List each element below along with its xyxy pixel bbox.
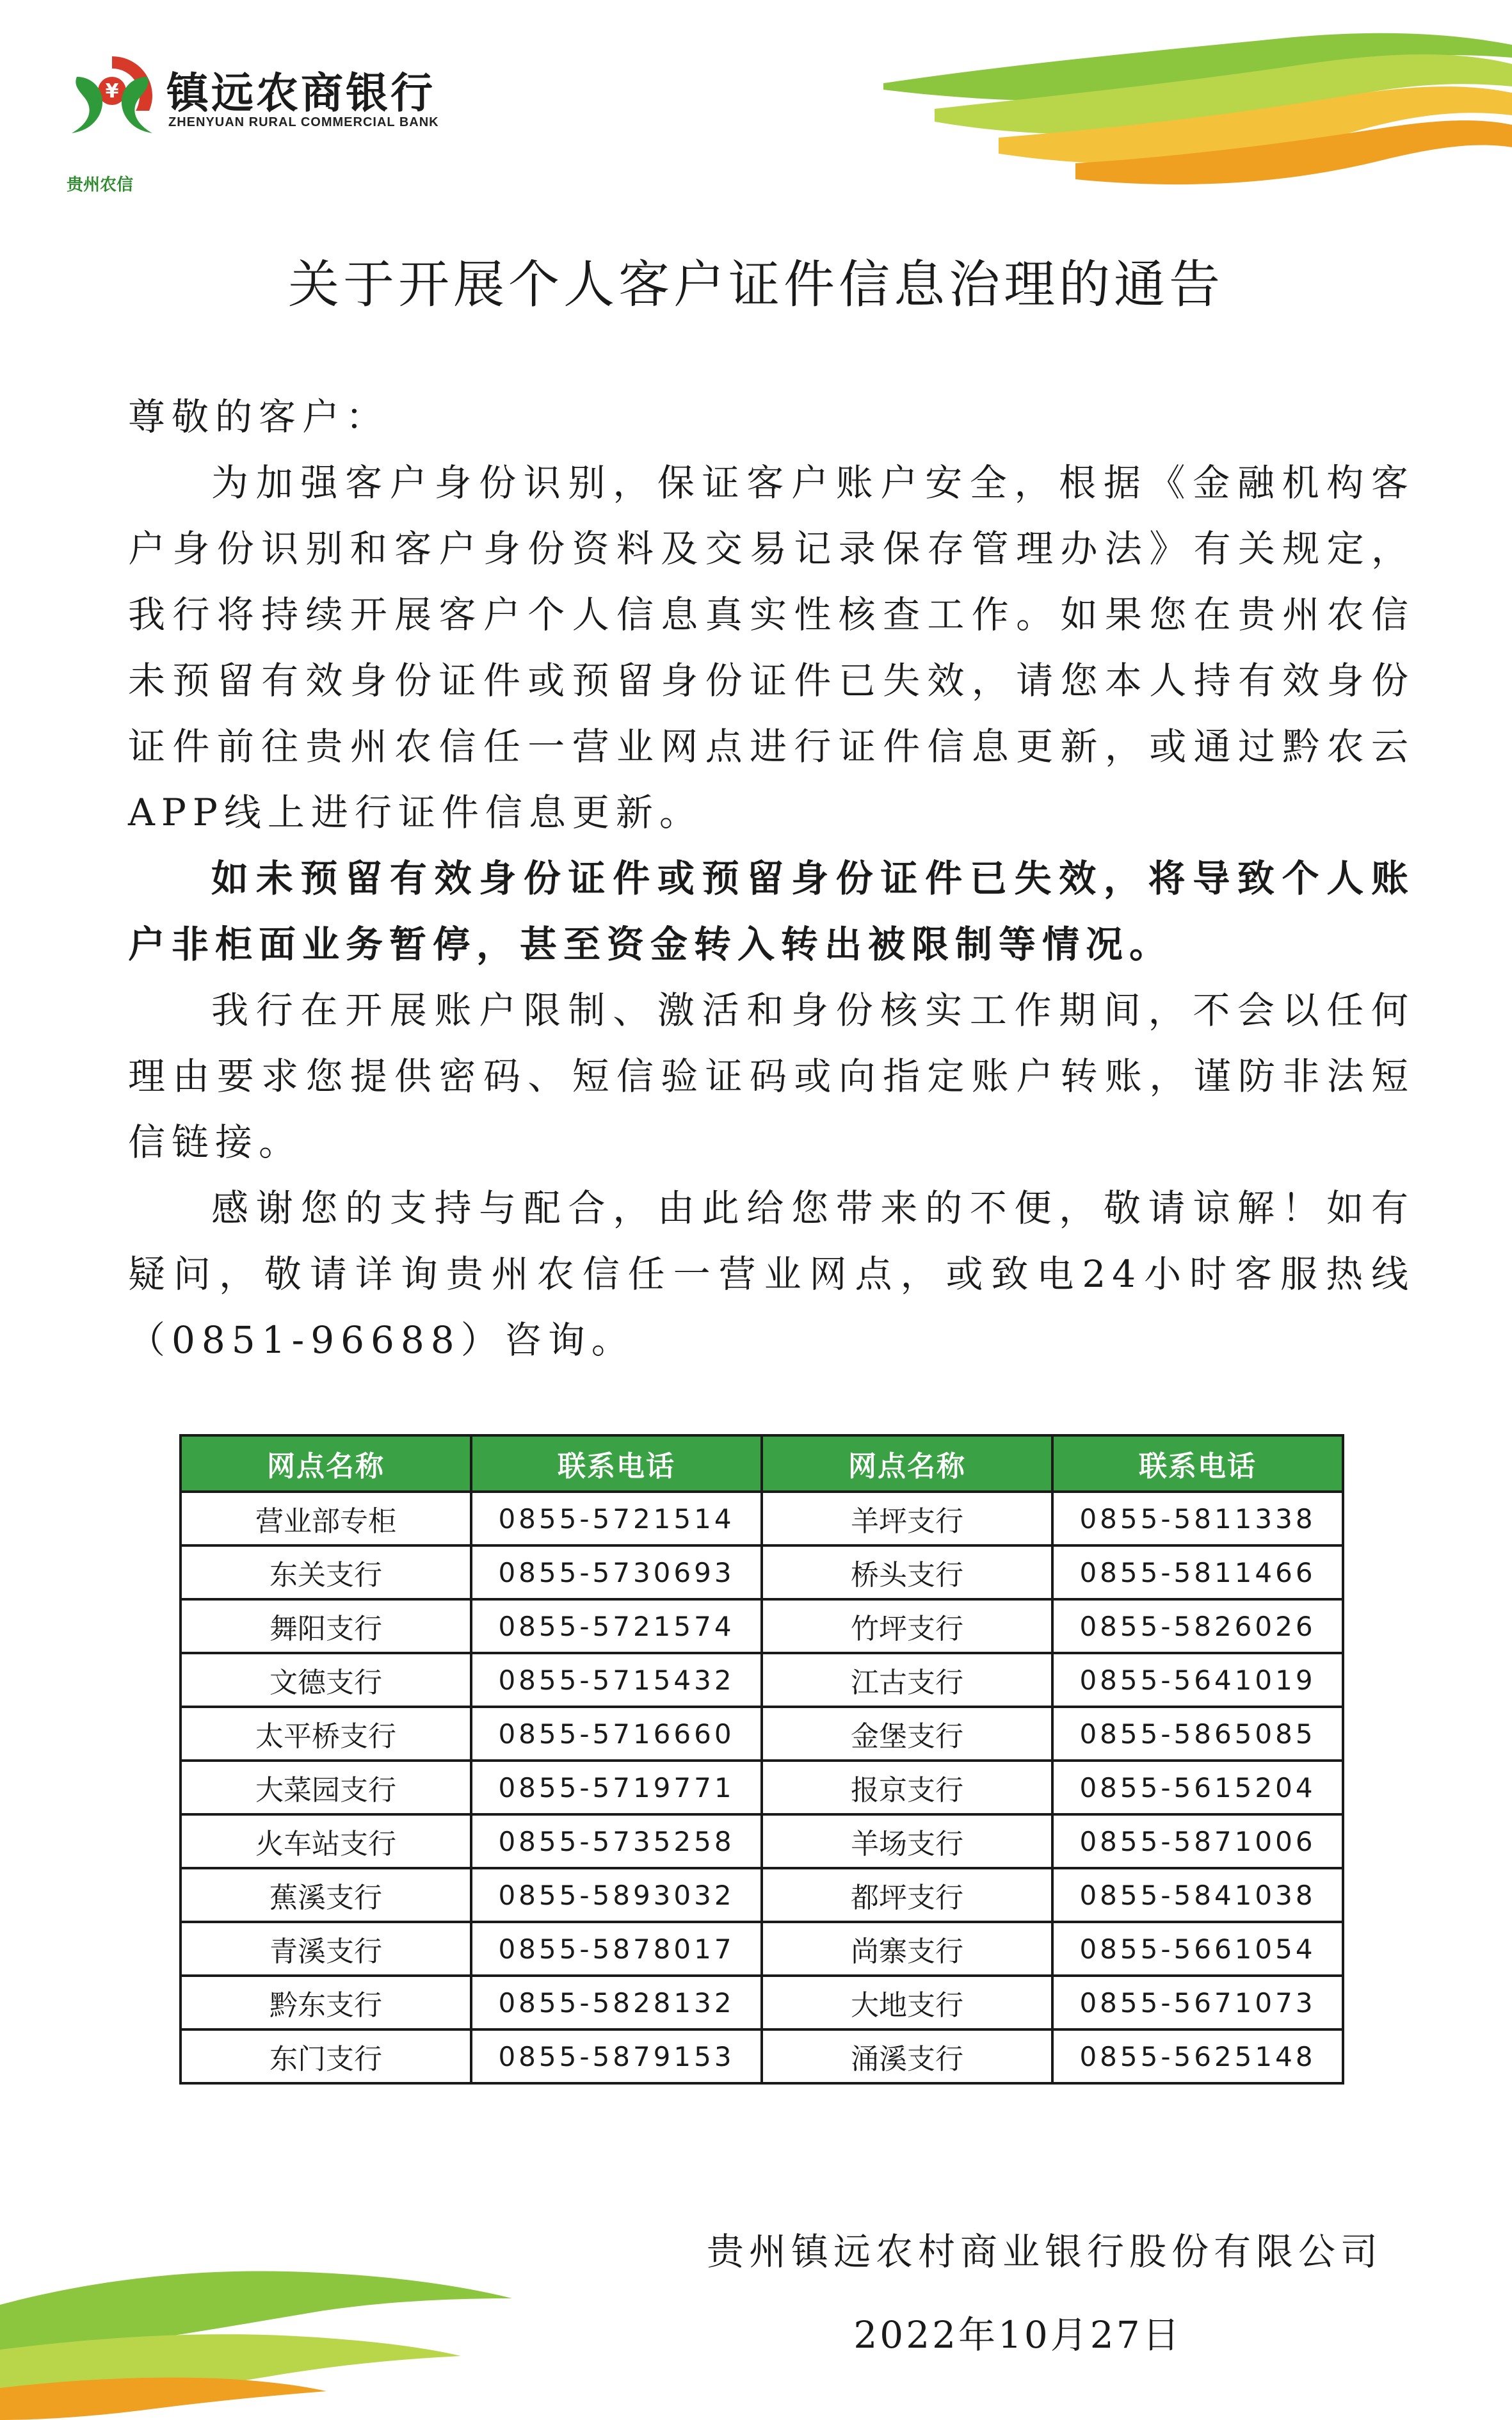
issuer-company: 贵州镇远农村商业银行股份有限公司 (706, 2230, 1383, 2273)
branch-phone-cell: 0855-5671073 (1052, 1976, 1343, 2029)
branch-name-cell: 羊场支行 (762, 1814, 1052, 1868)
table-header-row (181, 1435, 1343, 1492)
branch-name-cell: 竹坪支行 (762, 1599, 1052, 1653)
bank-network-label: 贵州农信 (67, 175, 134, 195)
col-header-branch-name: 网点名称 (762, 1435, 1052, 1492)
branch-name-cell: 蕉溪支行 (181, 1868, 471, 1922)
branch-phone-cell: 0855-5865085 (1052, 1707, 1343, 1761)
branch-contact-table (179, 1434, 1344, 2085)
branch-phone-cell: 0855-5721574 (471, 1599, 762, 1653)
branch-phone-cell: 0855-5641019 (1052, 1653, 1343, 1707)
bank-logo (64, 51, 461, 195)
branch-phone-cell: 0855-5893032 (471, 1868, 762, 1922)
branch-phone-cell: 0855-5811338 (1052, 1492, 1343, 1545)
branch-name-cell: 江古支行 (762, 1653, 1052, 1707)
branch-name-cell: 太平桥支行 (181, 1707, 471, 1761)
branch-name-cell: 东门支行 (181, 2029, 471, 2083)
table-row (181, 1761, 1343, 1814)
bank-logo-icon (64, 51, 160, 147)
paragraph-1: 为加强客户身份识别，保证客户账户安全，根据《金融机构客户身份识别和客户身份资料及交易记录保存管理办法》有关规定，我行将持续开展客户个人信息真实性核查工作。如果您在贵州农信未预留有效身份证件或预留身份证件已失效，请您本人持有效身份证件前往贵州农信任一营业网点进行证件信息更新，或通过黔农云APP线上进行证件信息更新。 (128, 461, 1415, 834)
branch-phone-cell: 0855-5879153 (471, 2029, 762, 2083)
branch-name-cell: 金堡支行 (762, 1707, 1052, 1761)
branch-phone-cell: 0855-5719771 (471, 1761, 762, 1814)
col-header-branch-name: 网点名称 (181, 1435, 471, 1492)
branch-name-cell: 大菜园支行 (181, 1761, 471, 1814)
branch-phone-cell: 0855-5841038 (1052, 1868, 1343, 1922)
table-row (181, 1653, 1343, 1707)
notice-title: 关于开展个人客户证件信息治理的通告 (288, 255, 1224, 314)
branch-table-wrapper (179, 1434, 1344, 2085)
branch-phone-cell: 0855-5735258 (471, 1814, 762, 1868)
bank-name-en: ZHENYUAN RURAL COMMERCIAL BANK (168, 115, 439, 129)
paragraph-3: 我行在开展账户限制、激活和身份核实工作期间，不会以任何理由要求您提供密码、短信验证码或向指定账户转账，谨防非法短信链接。 (128, 988, 1415, 1164)
branch-phone-cell: 0855-5716660 (471, 1707, 762, 1761)
branch-phone-cell: 0855-5615204 (1052, 1761, 1343, 1814)
branch-name-cell: 都坪支行 (762, 1868, 1052, 1922)
branch-name-cell: 尚寨支行 (762, 1922, 1052, 1976)
table-row (181, 1599, 1343, 1653)
branch-name-cell: 东关支行 (181, 1545, 471, 1599)
table-row (181, 1707, 1343, 1761)
branch-phone-cell: 0855-5828132 (471, 1976, 762, 2029)
branch-name-cell: 涌溪支行 (762, 2029, 1052, 2083)
branch-name-cell: 火车站支行 (181, 1814, 471, 1868)
bank-name-cn: 镇远农商银行 (166, 69, 435, 118)
branch-name-cell: 报京支行 (762, 1761, 1052, 1814)
branch-phone-cell: 0855-5730693 (471, 1545, 762, 1599)
table-row (181, 1814, 1343, 1868)
branch-phone-cell: 0855-5715432 (471, 1653, 762, 1707)
branch-phone-cell: 0855-5826026 (1052, 1599, 1343, 1653)
branch-name-cell: 桥头支行 (762, 1545, 1052, 1599)
table-row (181, 1922, 1343, 1976)
table-row (181, 1545, 1343, 1599)
table-row (181, 1868, 1343, 1922)
branch-name-cell: 羊坪支行 (762, 1492, 1052, 1545)
table-row (181, 1492, 1343, 1545)
branch-phone-cell: 0855-5811466 (1052, 1545, 1343, 1599)
branch-name-cell: 文德支行 (181, 1653, 471, 1707)
issue-date: 2022年10月27日 (853, 2313, 1182, 2357)
table-row (181, 1976, 1343, 2029)
branch-name-cell: 大地支行 (762, 1976, 1052, 2029)
branch-name-cell: 营业部专柜 (181, 1492, 471, 1545)
branch-phone-cell: 0855-5625148 (1052, 2029, 1343, 2083)
branch-phone-cell: 0855-5871006 (1052, 1814, 1343, 1868)
col-header-phone: 联系电话 (1052, 1435, 1343, 1492)
paragraph-4: 感谢您的支持与配合，由此给您带来的不便，敬请谅解！如有疑问，敬请详询贵州农信任一营业网点，或致电24小时客服热线（0851-96688）咨询。 (128, 1186, 1415, 1362)
branch-phone-cell: 0855-5878017 (471, 1922, 762, 1976)
paragraph-2: 如未预留有效身份证件或预留身份证件已失效，将导致个人账户非柜面业务暂停，甚至资金转入转出被限制等情况。 (128, 857, 1415, 966)
table-row (181, 2029, 1343, 2083)
branch-name-cell: 舞阳支行 (181, 1599, 471, 1653)
branch-phone-cell: 0855-5721514 (471, 1492, 762, 1545)
branch-name-cell: 青溪支行 (181, 1922, 471, 1976)
branch-phone-cell: 0855-5661054 (1052, 1922, 1343, 1976)
col-header-phone: 联系电话 (471, 1435, 762, 1492)
leaf-decoration-bottom (0, 2228, 512, 2420)
leaf-decoration-top (883, 26, 1512, 192)
branch-name-cell: 黔东支行 (181, 1976, 471, 2029)
svg-text:¥: ¥ (105, 80, 119, 102)
salutation: 尊敬的客户： (128, 395, 390, 439)
notice-body (128, 384, 1415, 1373)
table-body (181, 1492, 1343, 2083)
